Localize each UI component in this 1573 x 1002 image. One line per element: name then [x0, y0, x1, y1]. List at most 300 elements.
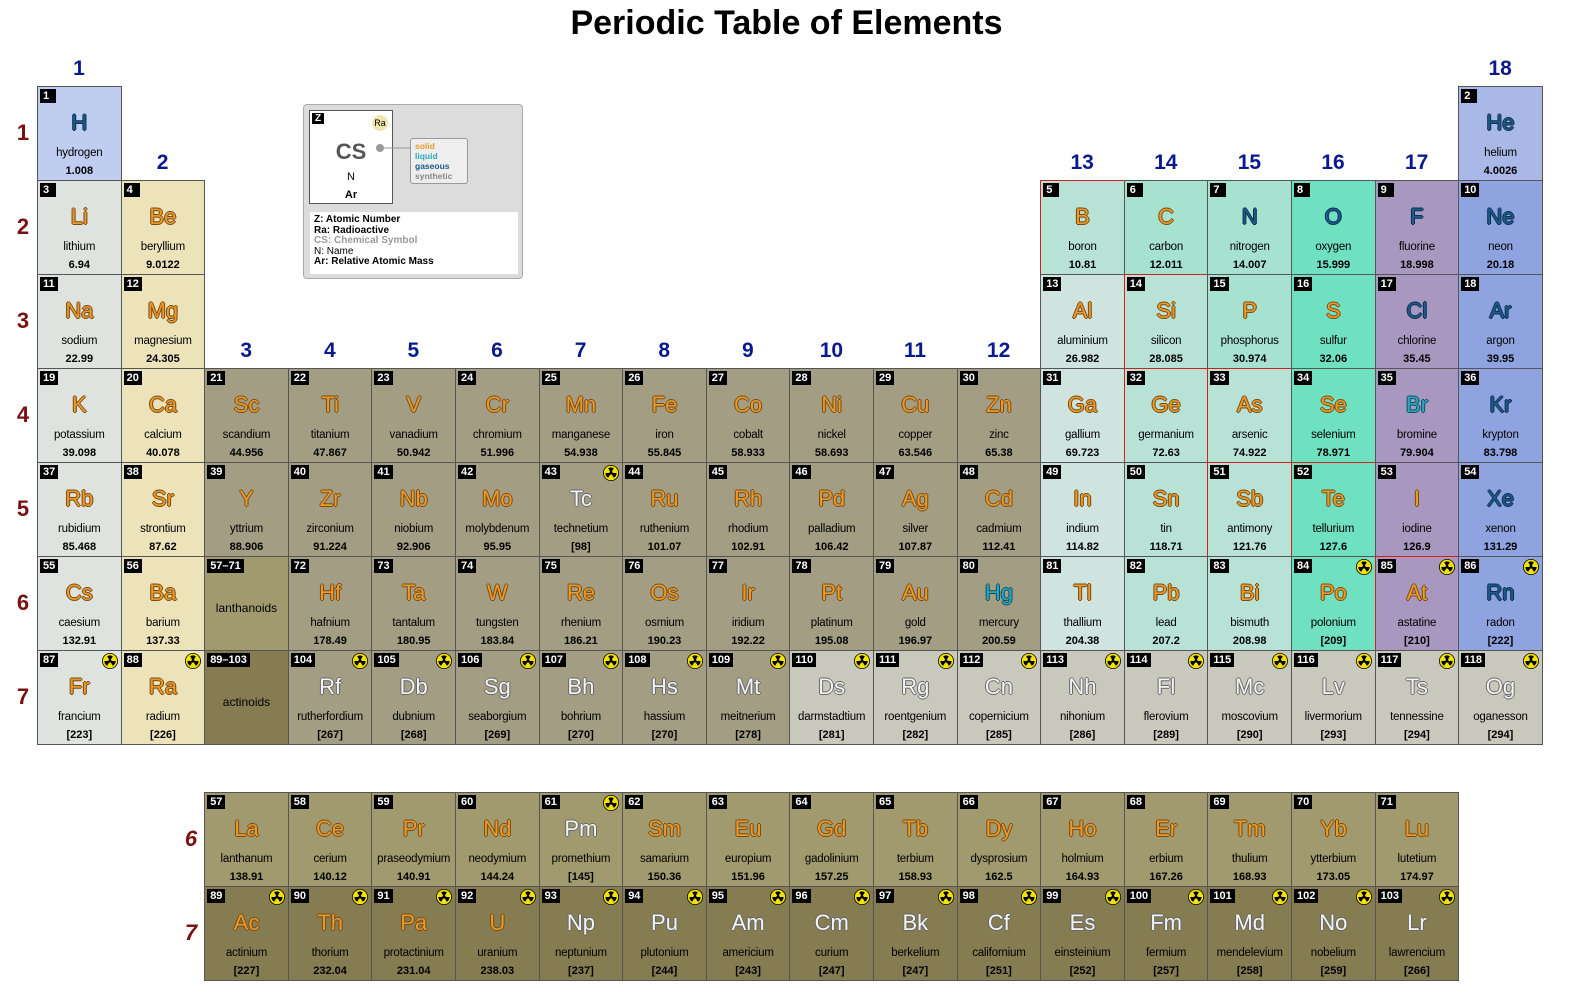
element-name: livermorium [1304, 711, 1362, 723]
element-name: selenium [1311, 429, 1356, 441]
element-symbol: Cd [984, 486, 1013, 511]
element-cell-n[interactable] [1207, 180, 1292, 275]
element-cell-cf[interactable] [957, 886, 1042, 981]
element-cell-u[interactable] [455, 886, 540, 981]
element-symbol: Pa [400, 910, 428, 935]
element-cell-pb[interactable] [1124, 556, 1209, 651]
atomic-number: 36 [1461, 371, 1479, 385]
element-cell-os[interactable] [622, 556, 707, 651]
radioactive-icon [1356, 559, 1372, 575]
element-cell-ru[interactable] [622, 462, 707, 557]
atomic-mass: [270] [651, 729, 678, 741]
atomic-mass: 12.011 [1149, 259, 1183, 271]
element-cell-ag[interactable] [873, 462, 958, 557]
element-cell-fl[interactable] [1124, 650, 1209, 745]
atomic-number: 37 [40, 465, 58, 479]
atomic-mass: [223] [66, 729, 93, 741]
element-cell-ar[interactable] [1458, 274, 1543, 369]
element-symbol: Au [901, 580, 929, 605]
element-symbol: La [234, 816, 259, 841]
element-cell-ac[interactable] [204, 886, 289, 981]
element-cell-pm[interactable] [539, 792, 624, 887]
element-symbol: As [1236, 392, 1263, 417]
element-symbol: No [1319, 910, 1348, 935]
element-symbol: F [1410, 204, 1424, 229]
element-symbol: Th [317, 910, 343, 935]
radioactive-icon [1523, 653, 1539, 669]
element-symbol: Es [1069, 910, 1096, 935]
element-cell-k[interactable] [37, 368, 122, 463]
atomic-mass: 30.974 [1232, 353, 1267, 365]
radioactive-icon [436, 653, 452, 669]
atomic-number: 96 [792, 889, 810, 903]
group-label: 15 [1237, 151, 1262, 174]
element-name: ytterbium [1310, 853, 1357, 865]
element-cell-p[interactable] [1207, 274, 1292, 369]
element-name: tellurium [1312, 523, 1355, 535]
element-symbol: U [489, 910, 506, 935]
element-cell-nb[interactable] [371, 462, 456, 557]
element-symbol: Ba [149, 580, 177, 605]
element-cell-cs[interactable] [37, 556, 122, 651]
element-cell-w[interactable] [455, 556, 540, 651]
element-cell-tc[interactable] [539, 462, 624, 557]
element-cell-li[interactable] [37, 180, 122, 275]
element-cell-cr[interactable] [455, 368, 540, 463]
element-cell-cu[interactable] [873, 368, 958, 463]
element-name: promethium [551, 853, 611, 865]
element-cell-rg[interactable] [873, 650, 958, 745]
atomic-mass: 192.22 [731, 635, 765, 647]
f-period-label: 7 [184, 920, 198, 945]
atomic-number: 24 [458, 371, 476, 385]
element-cell-c[interactable] [1124, 180, 1209, 275]
element-name: sodium [61, 335, 98, 347]
element-cell-mo[interactable] [455, 462, 540, 557]
element-symbol: Tm [1233, 816, 1266, 841]
element-cell-rf[interactable] [288, 650, 373, 745]
element-cell-cm[interactable] [789, 886, 874, 981]
atomic-mass: 167.26 [1149, 871, 1183, 883]
element-name: barium [145, 617, 180, 629]
element-name: carbon [1149, 241, 1184, 253]
element-cell-zn[interactable] [957, 368, 1042, 463]
element-cell-be[interactable] [121, 180, 206, 275]
element-cell-si[interactable] [1124, 274, 1209, 369]
element-cell-ni[interactable] [789, 368, 874, 463]
element-cell-f[interactable] [1375, 180, 1460, 275]
element-cell-th[interactable] [288, 886, 373, 981]
atomic-mass: 132.91 [62, 635, 97, 647]
placeholder-lanthanoids[interactable] [204, 556, 289, 651]
atomic-mass: 190.23 [647, 635, 682, 647]
element-name: fluorine [1398, 241, 1435, 253]
atomic-number: 31 [1043, 371, 1061, 385]
element-cell-ts[interactable] [1375, 650, 1460, 745]
element-cell-ra[interactable] [121, 650, 206, 745]
page-title: Periodic Table of Elements [570, 4, 1003, 42]
legend-key-ra: Ra: Radioactive [314, 224, 390, 236]
atomic-mass: [294] [1487, 729, 1514, 741]
element-cell-fm[interactable] [1124, 886, 1209, 981]
atomic-number: 100 [1127, 889, 1151, 903]
element-cell-yb[interactable] [1291, 792, 1376, 887]
element-name: gold [904, 617, 926, 629]
element-cell-cd[interactable] [957, 462, 1042, 557]
element-cell-s[interactable] [1291, 274, 1376, 369]
element-cell-kr[interactable] [1458, 368, 1543, 463]
element-symbol: In [1073, 486, 1092, 511]
element-cell-tb[interactable] [873, 792, 958, 887]
element-symbol: Tb [902, 816, 929, 841]
element-cell-ti[interactable] [288, 368, 373, 463]
element-cell-lr[interactable] [1375, 886, 1460, 981]
element-name: ruthenium [639, 523, 690, 535]
element-cell-mc[interactable] [1207, 650, 1292, 745]
atomic-mass: 118.71 [1149, 541, 1183, 553]
atomic-number: 75 [542, 559, 560, 573]
group-label: 2 [156, 151, 169, 174]
element-symbol: Ti [321, 392, 339, 417]
element-cell-zr[interactable] [288, 462, 373, 557]
group-label: 6 [491, 339, 503, 362]
element-name: oxygen [1315, 241, 1352, 253]
element-cell-tl[interactable] [1040, 556, 1125, 651]
element-cell-rh[interactable] [706, 462, 791, 557]
atomic-number: 14 [1127, 277, 1145, 291]
element-cell-mt[interactable] [706, 650, 791, 745]
group-label: 10 [819, 339, 844, 362]
element-name: zinc [989, 429, 1009, 441]
element-cell-te[interactable] [1291, 462, 1376, 557]
element-cell-b[interactable] [1040, 180, 1125, 275]
element-name: terbium [896, 853, 934, 865]
element-symbol: Sg [483, 674, 511, 699]
atomic-number: 49 [1043, 465, 1061, 479]
atomic-mass: 14.007 [1232, 259, 1267, 271]
element-cell-ds[interactable] [789, 650, 874, 745]
element-symbol: C [1158, 204, 1175, 229]
element-cell-ge[interactable] [1124, 368, 1209, 463]
atomic-number: 58 [291, 795, 309, 809]
element-cell-no[interactable] [1291, 886, 1376, 981]
element-cell-er[interactable] [1124, 792, 1209, 887]
element-name: bohrium [560, 711, 601, 723]
element-name: rhodium [728, 523, 769, 535]
element-cell-eu[interactable] [706, 792, 791, 887]
element-cell-rn[interactable] [1458, 556, 1543, 651]
element-symbol: Fm [1150, 910, 1182, 935]
atomic-mass: 173.05 [1316, 871, 1351, 883]
element-symbol: Fr [68, 674, 90, 699]
element-symbol: P [1242, 298, 1258, 323]
atomic-mass: 238.03 [480, 965, 515, 977]
element-symbol: Og [1485, 674, 1516, 699]
element-cell-re[interactable] [539, 556, 624, 651]
element-symbol: Pr [402, 816, 425, 841]
element-symbol: Er [1155, 816, 1178, 841]
element-cell-xe[interactable] [1458, 462, 1543, 557]
element-name: plutonium [640, 947, 689, 959]
element-cell-am[interactable] [706, 886, 791, 981]
element-cell-cl[interactable] [1375, 274, 1460, 369]
element-name: rutherfordium [297, 711, 363, 723]
atomic-number: 71 [1378, 795, 1396, 809]
atomic-mass: 151.96 [731, 871, 765, 883]
atomic-mass: 138.91 [229, 871, 264, 883]
element-cell-pa[interactable] [371, 886, 456, 981]
element-cell-sc[interactable] [204, 368, 289, 463]
atomic-mass: [268] [400, 729, 427, 741]
element-cell-as[interactable] [1207, 368, 1292, 463]
element-name: neodymium [468, 853, 527, 865]
element-symbol: Bi [1239, 580, 1260, 605]
placeholder-name: actinoids [222, 695, 271, 709]
element-name: tungsten [476, 617, 519, 629]
element-cell-ne[interactable] [1458, 180, 1543, 275]
element-symbol: Nb [399, 486, 428, 511]
element-name: platinum [810, 617, 853, 629]
element-cell-sb[interactable] [1207, 462, 1292, 557]
element-symbol: Cu [901, 392, 930, 417]
element-cell-tm[interactable] [1207, 792, 1292, 887]
atomic-number: 51 [1210, 465, 1228, 479]
element-cell-ce[interactable] [288, 792, 373, 887]
element-cell-lu[interactable] [1375, 792, 1460, 887]
element-symbol: He [1486, 110, 1515, 135]
element-name: iodine [1402, 523, 1432, 535]
element-symbol: Fl [1156, 674, 1176, 699]
element-cell-pd[interactable] [789, 462, 874, 557]
element-cell-ir[interactable] [706, 556, 791, 651]
atomic-number: 50 [1127, 465, 1145, 479]
element-name: strontium [140, 523, 186, 535]
element-symbol: Hs [651, 674, 678, 699]
element-name: curium [815, 947, 849, 959]
radioactive-icon [854, 889, 870, 905]
element-symbol: Ge [1151, 392, 1181, 417]
element-cell-ga[interactable] [1040, 368, 1125, 463]
element-symbol: Mn [565, 392, 597, 417]
element-cell-i[interactable] [1375, 462, 1460, 557]
legend-sample-cell [309, 110, 393, 204]
group-label: 1 [73, 57, 85, 80]
element-name: molybdenum [465, 523, 530, 535]
element-name: praseodymium [377, 853, 451, 865]
element-symbol: Ag [901, 486, 929, 511]
atomic-number: 33 [1210, 371, 1228, 385]
element-cell-mg[interactable] [121, 274, 206, 369]
element-symbol: I [1413, 486, 1420, 511]
element-cell-se[interactable] [1291, 368, 1376, 463]
atomic-number: 6 [1127, 183, 1143, 197]
atomic-number: 112 [960, 653, 984, 667]
element-cell-sr[interactable] [121, 462, 206, 557]
element-cell-og[interactable] [1458, 650, 1543, 745]
atomic-number: 5 [1043, 183, 1059, 197]
element-name: helium [1484, 147, 1517, 159]
element-cell-bk[interactable] [873, 886, 958, 981]
atomic-number: 46 [792, 465, 810, 479]
element-symbol: Br [1405, 392, 1428, 417]
element-cell-np[interactable] [539, 886, 624, 981]
atomic-mass: 32.06 [1319, 353, 1348, 365]
atomic-mass: 162.5 [985, 871, 1013, 883]
element-name: osmium [644, 617, 685, 629]
element-cell-ta[interactable] [371, 556, 456, 651]
element-cell-na[interactable] [37, 274, 122, 369]
element-cell-he[interactable] [1458, 86, 1543, 181]
element-cell-lv[interactable] [1291, 650, 1376, 745]
element-name: thallium [1063, 617, 1102, 629]
atomic-number: 21 [207, 371, 225, 385]
element-cell-hs[interactable] [622, 650, 707, 745]
element-name: argon [1486, 335, 1515, 347]
group-label: 9 [741, 339, 754, 362]
placeholder-range: 89–103 [207, 653, 250, 667]
element-symbol: V [406, 392, 422, 417]
atomic-mass: [267] [317, 729, 343, 741]
element-cell-sg[interactable] [455, 650, 540, 745]
atomic-number: 64 [792, 795, 810, 809]
element-name: astatine [1397, 617, 1437, 629]
element-cell-at[interactable] [1375, 556, 1460, 651]
period-label: 1 [16, 120, 30, 145]
element-cell-ba[interactable] [121, 556, 206, 651]
element-name: tennessine [1390, 711, 1444, 723]
element-symbol: Zn [986, 392, 1012, 417]
element-cell-au[interactable] [873, 556, 958, 651]
element-name: potassium [53, 429, 105, 441]
element-symbol: Am [731, 910, 765, 935]
atomic-mass: 157.25 [814, 871, 849, 883]
element-symbol: Mc [1235, 674, 1265, 699]
atomic-number: 45 [709, 465, 727, 479]
atomic-number: 40 [291, 465, 309, 479]
atomic-mass: 54.938 [564, 447, 598, 459]
element-cell-la[interactable] [204, 792, 289, 887]
atomic-mass: 28.085 [1149, 353, 1183, 365]
element-cell-ca[interactable] [121, 368, 206, 463]
radioactive-icon [520, 889, 536, 905]
element-symbol: Ts [1405, 674, 1428, 699]
element-symbol: Lv [1321, 674, 1345, 699]
element-cell-po[interactable] [1291, 556, 1376, 651]
atomic-mass: [227] [233, 965, 260, 977]
atomic-mass: 208.98 [1232, 635, 1267, 647]
placeholder-actinoids[interactable] [204, 650, 289, 745]
legend-state-synthetic: synthetic [415, 171, 453, 181]
atomic-number: 28 [792, 371, 810, 385]
element-cell-sm[interactable] [622, 792, 707, 887]
atomic-mass: [293] [1320, 729, 1347, 741]
element-symbol: Rf [319, 674, 342, 699]
element-name: cobalt [733, 429, 763, 441]
element-cell-pu[interactable] [622, 886, 707, 981]
element-name: niobium [394, 523, 434, 535]
element-cell-pt[interactable] [789, 556, 874, 651]
element-cell-h[interactable] [37, 86, 122, 181]
group-label: 13 [1070, 151, 1094, 174]
element-cell-bh[interactable] [539, 650, 624, 745]
element-cell-es[interactable] [1040, 886, 1125, 981]
radioactive-icon [1021, 889, 1037, 905]
element-cell-mn[interactable] [539, 368, 624, 463]
element-cell-nd[interactable] [455, 792, 540, 887]
atomic-mass: 83.798 [1483, 447, 1518, 459]
element-cell-gd[interactable] [789, 792, 874, 887]
atomic-number: 34 [1294, 371, 1312, 385]
element-cell-nh[interactable] [1040, 650, 1125, 745]
atomic-number: 16 [1294, 277, 1312, 291]
element-name: hydrogen [56, 147, 103, 159]
element-cell-y[interactable] [204, 462, 289, 557]
element-cell-ho[interactable] [1040, 792, 1125, 887]
element-cell-rb[interactable] [37, 462, 122, 557]
element-cell-md[interactable] [1207, 886, 1292, 981]
atomic-number: 41 [374, 465, 392, 479]
element-cell-dy[interactable] [957, 792, 1042, 887]
atomic-number: 47 [876, 465, 894, 479]
atomic-mass: 9.0122 [146, 259, 180, 271]
element-name: yttrium [229, 523, 264, 535]
element-cell-fr[interactable] [37, 650, 122, 745]
radioactive-icon [1105, 653, 1121, 669]
element-cell-hg[interactable] [957, 556, 1042, 651]
element-cell-bi[interactable] [1207, 556, 1292, 651]
element-cell-fe[interactable] [622, 368, 707, 463]
element-symbol: Pu [651, 910, 678, 935]
element-cell-al[interactable] [1040, 274, 1125, 369]
group-label: 7 [574, 339, 587, 362]
element-cell-pr[interactable] [371, 792, 456, 887]
element-name: moscovium [1221, 711, 1278, 723]
atomic-number: 70 [1294, 795, 1312, 809]
element-cell-sn[interactable] [1124, 462, 1209, 557]
element-cell-o[interactable] [1291, 180, 1376, 275]
legend-n: N [347, 171, 355, 183]
period-label: 7 [16, 684, 30, 709]
element-symbol: Tl [1073, 580, 1092, 605]
element-name: protactinium [383, 947, 444, 959]
element-name: radon [1486, 617, 1515, 629]
element-name: rhenium [560, 617, 601, 629]
element-symbol: N [1241, 204, 1258, 229]
element-symbol: Ce [316, 816, 345, 841]
radioactive-icon [1021, 653, 1037, 669]
element-cell-db[interactable] [371, 650, 456, 745]
element-cell-cn[interactable] [957, 650, 1042, 745]
atomic-number: 29 [876, 371, 894, 385]
element-symbol: Np [566, 910, 595, 935]
atomic-mass: [222] [1487, 635, 1514, 647]
element-cell-co[interactable] [706, 368, 791, 463]
atomic-mass: [281] [818, 729, 845, 741]
element-cell-hf[interactable] [288, 556, 373, 651]
element-name: meitnerium [720, 711, 776, 723]
element-cell-in[interactable] [1040, 462, 1125, 557]
atomic-number: 101 [1210, 889, 1234, 903]
element-symbol: Ir [741, 580, 755, 605]
element-cell-br[interactable] [1375, 368, 1460, 463]
element-symbol: Ru [650, 486, 679, 511]
element-cell-v[interactable] [371, 368, 456, 463]
atomic-mass: 35.45 [1403, 353, 1431, 365]
atomic-number: 79 [876, 559, 894, 573]
element-name: gadolinium [804, 853, 859, 865]
element-symbol: Li [70, 204, 88, 229]
element-symbol: Cl [1406, 298, 1428, 323]
